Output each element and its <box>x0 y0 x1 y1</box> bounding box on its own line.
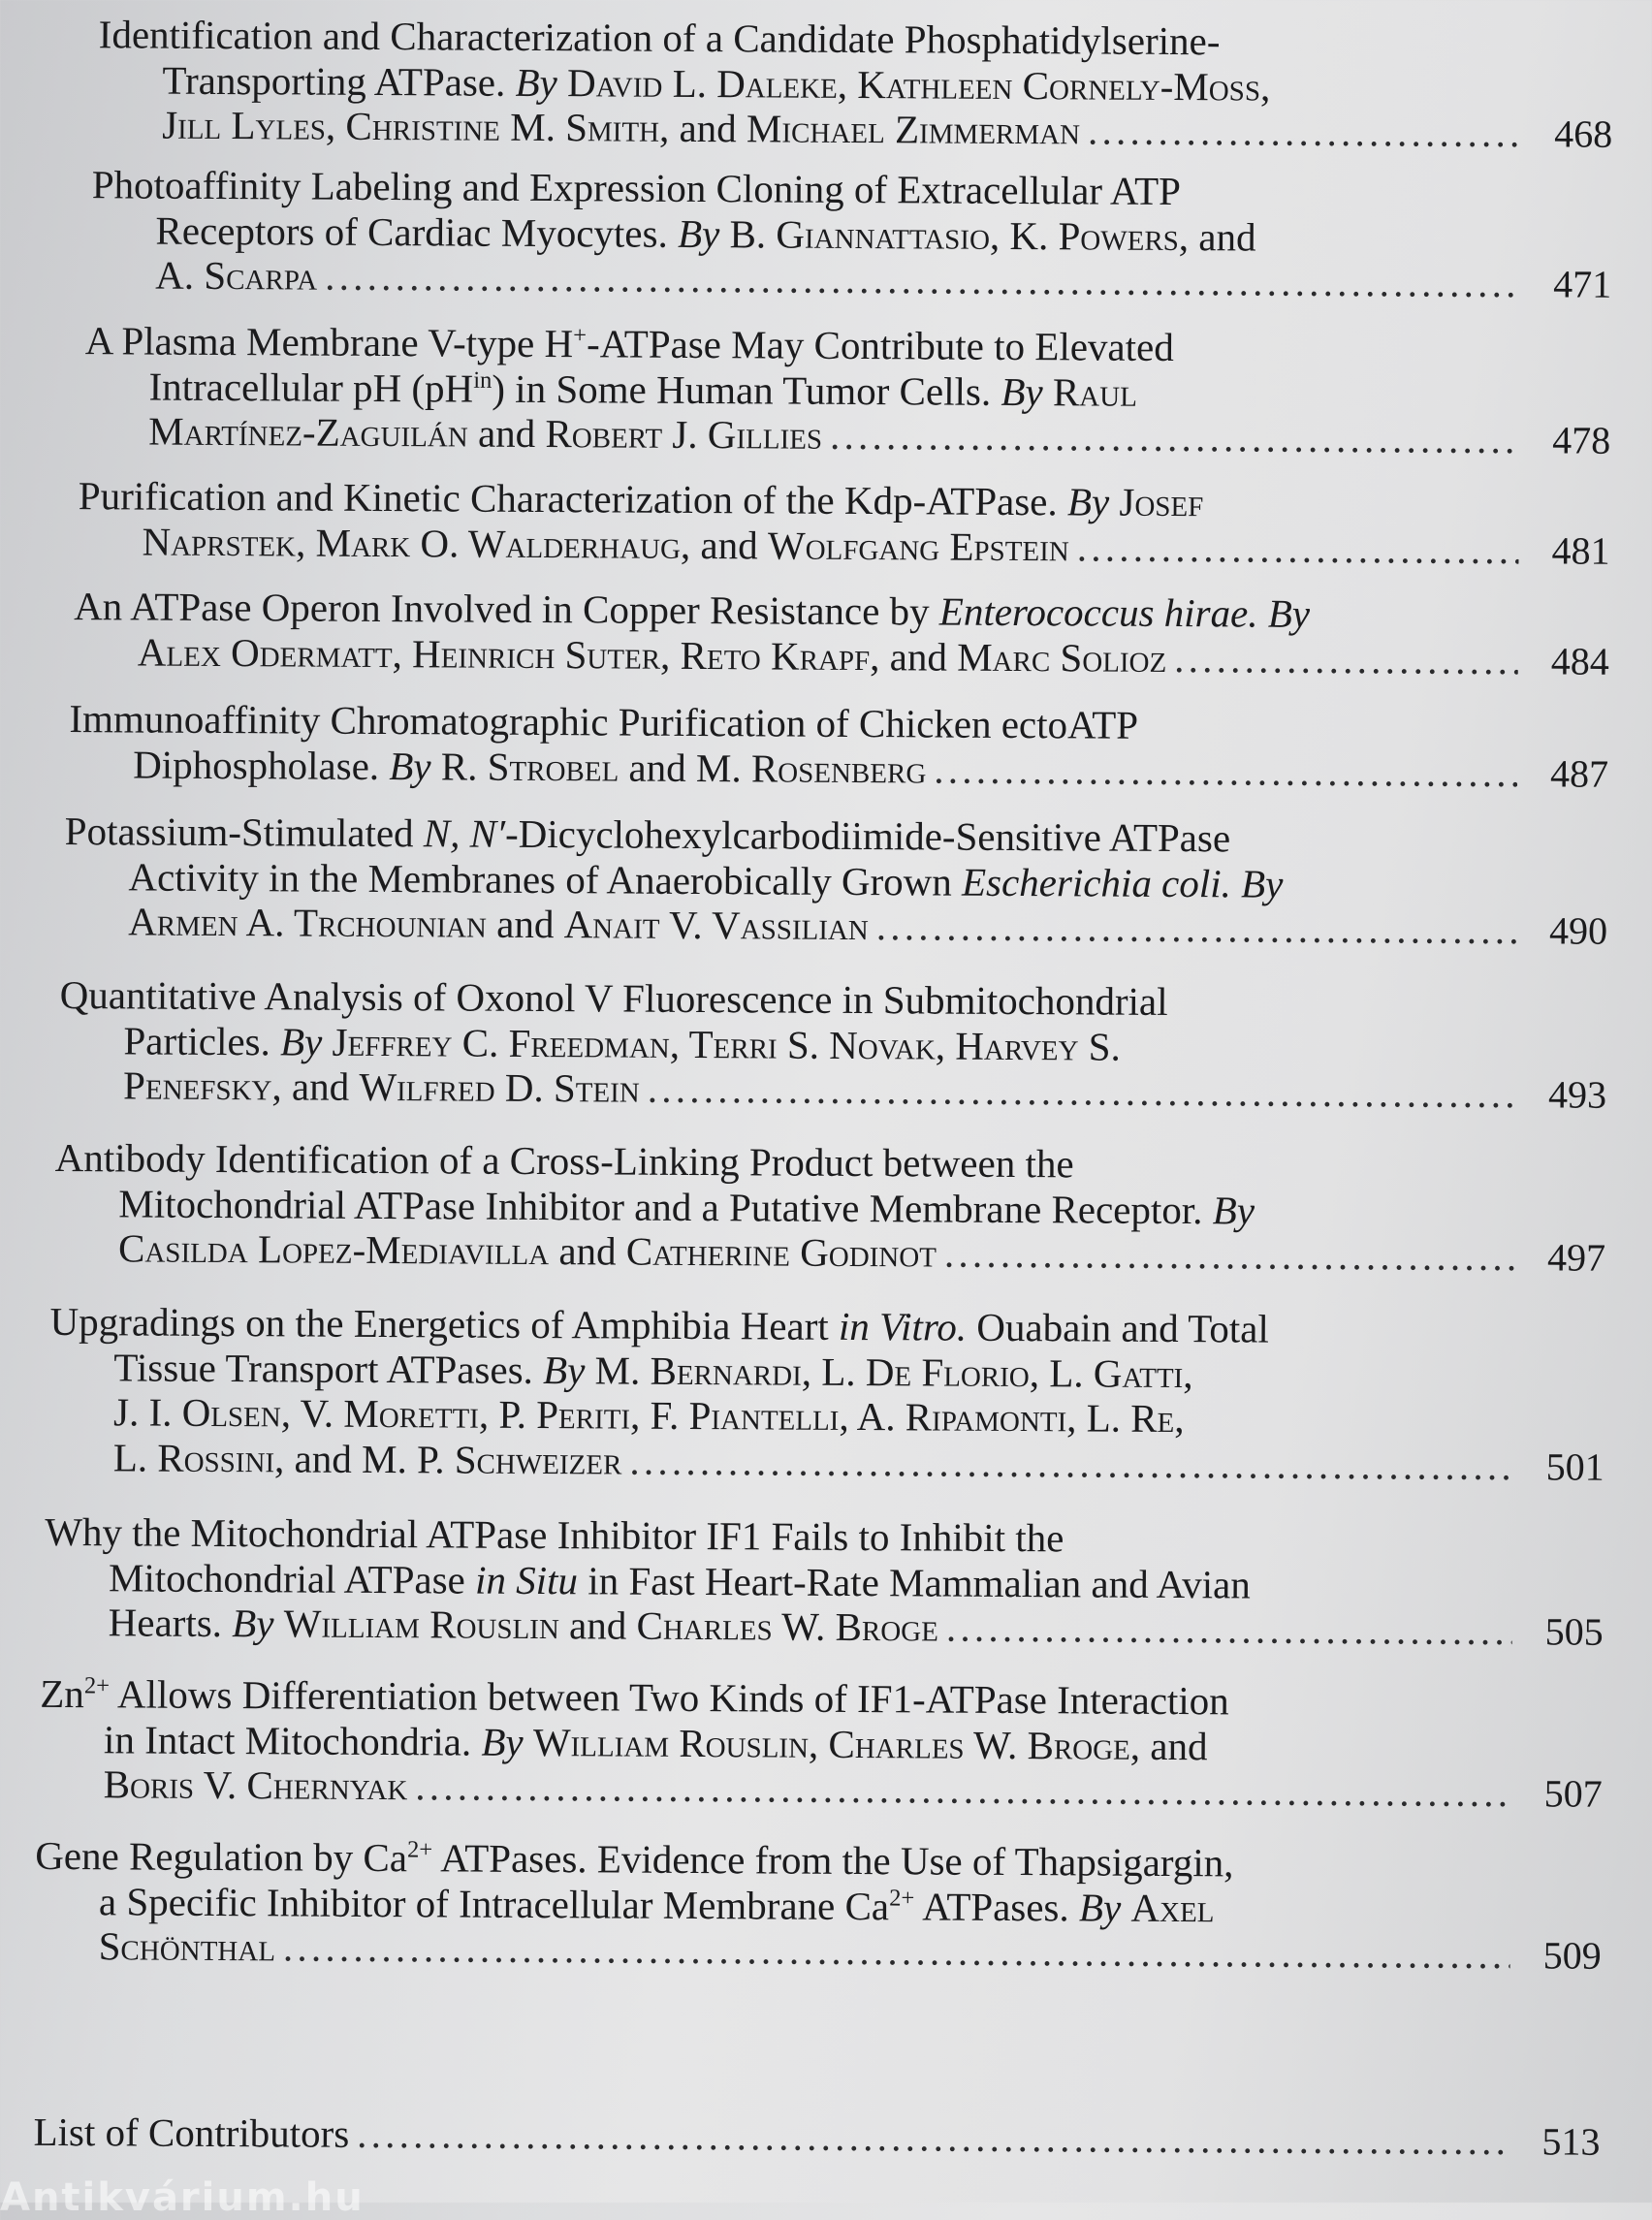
toc-entry <box>84 318 1611 462</box>
entry-text <box>133 742 926 791</box>
author-names: L. Rossini, <box>112 1434 285 1480</box>
dot-leader <box>648 1066 1516 1117</box>
text-run: Tissue Transport ATPases. <box>113 1344 544 1392</box>
text-run: and <box>1139 1723 1208 1768</box>
dot-leader <box>1088 108 1521 155</box>
italic-run: in Vitro. <box>838 1303 968 1349</box>
text-run: -ATPase May Contribute to Elevated <box>586 321 1174 369</box>
toc-entry <box>40 1671 1604 1816</box>
italic-run: By <box>1001 368 1043 414</box>
entry-text <box>128 854 1283 905</box>
dot-leader <box>830 413 1519 462</box>
text-run: Intracellular pH (pH <box>148 364 474 411</box>
text-run: Ouabain and Total <box>966 1304 1269 1351</box>
toc-entry <box>45 1509 1604 1654</box>
text-run: in Intact Mitochondria. <box>103 1716 482 1764</box>
entry-line <box>35 1923 1602 1978</box>
superscript: 2+ <box>889 1884 915 1912</box>
text-run: and <box>549 1228 627 1274</box>
text-run: A Plasma Membrane V-type H <box>84 318 574 366</box>
entry-text <box>74 584 1310 636</box>
author-names: Penefsky, <box>122 1062 282 1109</box>
italic-run: By <box>481 1719 524 1764</box>
author-names: David L. Daleke, Kathleen Cornely-Moss, <box>566 59 1271 110</box>
entry-text <box>50 1299 1269 1351</box>
page-number: 471 <box>1553 262 1612 306</box>
italic-run: By <box>677 210 720 256</box>
entry-text <box>35 1833 1233 1886</box>
text-run: Antibody Identification of a Cross-Linking Product between the <box>54 1134 1074 1187</box>
text-run: and <box>690 522 769 567</box>
author-names: Wilfred D. Stein <box>359 1063 640 1111</box>
author-names: Robert J. Gillies <box>545 411 823 458</box>
text-run: in Fast Heart-Rate Mammalian and Avian <box>577 1557 1251 1606</box>
page-number: 513 <box>1541 2119 1601 2164</box>
text-run: Zn <box>40 1670 84 1717</box>
text-run: Receptors of Cardiac Myocytes. <box>155 207 679 256</box>
dot-leader <box>934 746 1517 795</box>
toc-entry <box>74 584 1610 683</box>
watermark: Antikvárium.hu <box>0 2175 365 2220</box>
entry-line <box>69 742 1608 796</box>
page-number: 507 <box>1543 1771 1603 1816</box>
entry-text <box>162 57 1270 109</box>
author-names: Jeffrey C. Freedman, Terri S. Novak, Harvey S. <box>332 1019 1121 1069</box>
text-run: Transporting ATPase. <box>162 57 516 105</box>
italic-run: By <box>542 1347 586 1392</box>
author-names: Martínez-Zaguilán <box>148 408 468 456</box>
dot-leader <box>1077 524 1519 572</box>
text-run <box>322 1019 333 1063</box>
dot-leader <box>357 2111 1509 2164</box>
author-names: Armen A. Trchounian <box>128 899 488 946</box>
author-names: M. Bernardi, L. De Florio, L. Gatti, <box>594 1347 1193 1396</box>
entry-text <box>33 2109 349 2156</box>
text-run: Photoaffinity Labeling and Expression Cloning of Extracellular ATP <box>91 162 1182 214</box>
entry-line <box>74 629 1609 683</box>
author-names: Casilda Lopez-Mediavilla <box>117 1225 550 1274</box>
entry-text <box>99 1879 1215 1930</box>
text-run: Hearts. <box>108 1600 233 1646</box>
text-run <box>430 744 441 788</box>
dot-leader <box>325 254 1520 306</box>
text-run: and <box>619 745 697 790</box>
entry-line <box>33 2109 1600 2164</box>
page-number: 505 <box>1544 1609 1604 1654</box>
author-names: Alex Odermatt, Heinrich Suter, Reto Krapf, <box>137 628 880 679</box>
text-run: -Dicyclohexylcarbodiimide-Sensitive ATPase <box>504 810 1231 861</box>
author-names: Marc Solioz <box>957 634 1167 681</box>
entry-line <box>84 408 1610 462</box>
text-run: Identification and Characterization of a Candidate Phosphatidylserine- <box>98 12 1221 64</box>
dot-leader <box>415 1763 1511 1815</box>
page-number: 490 <box>1548 908 1608 953</box>
author-names: Anait V. Vassilian <box>563 902 869 949</box>
page-number: 468 <box>1554 111 1613 156</box>
text-run: Purification and Kinetic Characterization of the Kdp-ATPase. <box>78 473 1068 524</box>
superscript: 2+ <box>83 1672 111 1699</box>
dot-leader <box>876 904 1517 953</box>
page-number: 493 <box>1547 1072 1607 1117</box>
author-names: Boris V. Chernyak <box>103 1761 408 1809</box>
italic-run: By <box>279 1018 323 1064</box>
entry-line <box>40 1761 1603 1816</box>
text-run <box>585 1348 595 1392</box>
author-names: R. Strobel <box>440 743 620 790</box>
entry-text <box>99 1923 276 1970</box>
page-number: 487 <box>1549 750 1609 796</box>
entry-text <box>85 318 1174 369</box>
text-run <box>1109 480 1120 524</box>
author-names: Raul <box>1052 368 1138 415</box>
toc-entry <box>91 162 1612 306</box>
text-run: Quantitative Analysis of Oxonol V Fluorescence in Submitochondrial <box>59 971 1168 1024</box>
page-number: 501 <box>1545 1443 1604 1489</box>
entry-line <box>45 1600 1604 1654</box>
text-run: and <box>558 1602 637 1648</box>
author-names: Josef <box>1119 479 1204 525</box>
entry-text <box>155 253 317 300</box>
superscript: 2+ <box>406 1836 433 1863</box>
text-run: and <box>467 410 546 457</box>
author-names: Naprstek, Mark O. Walderhaug, <box>142 518 691 567</box>
toc-entry <box>33 2109 1600 2164</box>
entry-text <box>99 12 1221 63</box>
text-run: Mitochondrial ATPase <box>108 1554 476 1602</box>
text-run <box>273 1601 284 1645</box>
text-run: An ATPase Operon Involved in Copper Resistance by <box>74 584 940 634</box>
entry-text <box>118 1225 937 1276</box>
text-run: Diphospholase. <box>133 741 390 788</box>
entry-text <box>45 1509 1064 1560</box>
entry-text <box>142 519 1069 569</box>
superscript: + <box>573 322 588 349</box>
entry-text <box>109 1600 938 1650</box>
toc-entry <box>54 1135 1606 1280</box>
toc-entry <box>64 809 1608 953</box>
text-run: Activity in the Membranes of Anaerobically Grown <box>128 853 963 904</box>
entry-text <box>65 809 1231 860</box>
entry-text <box>155 207 1255 259</box>
entry-text <box>92 162 1181 213</box>
italic-run: Escherichia coli. By <box>961 859 1284 906</box>
entry-line <box>49 1434 1604 1488</box>
italic-run: By <box>1078 1884 1122 1930</box>
italic-run: By <box>515 59 557 105</box>
text-run: and <box>281 1063 360 1109</box>
author-names: Catherine Godinot <box>625 1228 937 1276</box>
page-number: 484 <box>1550 638 1609 683</box>
toc-entry <box>78 473 1610 573</box>
author-names: Michael Zimmerman <box>746 106 1081 153</box>
text-run: ) in Some Human Tumor Cells. <box>492 365 1001 414</box>
superscript: in <box>473 366 492 394</box>
author-names: William Rouslin, Charles W. Broge, <box>532 1719 1141 1768</box>
text-run: Potassium-Stimulated <box>64 809 425 856</box>
dot-leader <box>283 1924 1510 1977</box>
author-names: Charles W. Broge <box>636 1602 939 1650</box>
entry-text <box>113 1345 1192 1396</box>
author-names: M. Rosenberg <box>695 745 927 791</box>
author-names: Axel <box>1130 1885 1215 1930</box>
page-number: 481 <box>1551 527 1610 573</box>
toc-entry <box>35 1833 1603 1978</box>
entry-line <box>78 519 1609 573</box>
page-number: 509 <box>1542 1933 1602 1978</box>
entry-line <box>64 899 1607 953</box>
entry-text <box>40 1671 1229 1723</box>
author-names: J. I. Olsen, V. Moretti, P. Periti, F. Piantelli, A. Ripamonti, L. Re, <box>112 1389 1185 1442</box>
text-run: Gene Regulation by Ca <box>35 1832 408 1881</box>
text-run: Immunoaffinity Chromatographic Purification of Chicken ectoATP <box>69 696 1139 747</box>
entry-text <box>60 972 1168 1024</box>
text-run: Why the Mitochondrial ATPase Inhibitor IF1 Fails to Inhibit the <box>45 1508 1064 1561</box>
author-names: William Rouslin <box>283 1601 560 1648</box>
italic-run: Enterococcus hirae. By <box>938 588 1311 636</box>
page-number: 478 <box>1552 418 1611 462</box>
entry-text <box>113 1389 1185 1441</box>
text-run: List of Contributors <box>33 2109 350 2156</box>
italic-run: N, N′ <box>423 810 506 856</box>
text-run <box>524 1719 534 1763</box>
entry-text <box>55 1135 1074 1186</box>
text-run <box>557 60 568 105</box>
entry-text <box>148 409 822 459</box>
author-names: Jill Lyles, Christine M. Smith, <box>162 102 670 150</box>
italic-run: By <box>1066 479 1110 524</box>
text-run: Allows Differentiation between Two Kinds of IF1-ATPase Interaction <box>109 1671 1229 1724</box>
entry-text <box>118 1181 1255 1232</box>
entry-text <box>123 1018 1121 1068</box>
text-run: Mitochondrial ATPase Inhibitor and a Putative Membrane Receptor. <box>118 1180 1213 1232</box>
dot-leader <box>629 1438 1513 1488</box>
entry-text <box>69 696 1138 747</box>
entry-text <box>104 1717 1208 1768</box>
entry-text <box>162 103 1080 153</box>
text-run: ATPases. <box>914 1883 1080 1929</box>
toc-entry <box>98 12 1613 156</box>
text-run: Upgradings on the Energetics of Amphibia Heart <box>49 1298 840 1348</box>
entry-text <box>79 473 1204 524</box>
italic-run: in Situ <box>474 1557 579 1602</box>
italic-run: By <box>389 743 431 788</box>
entry-text <box>104 1761 408 1808</box>
entry-text <box>138 629 1167 681</box>
dot-leader <box>1174 636 1518 683</box>
entry-text <box>148 364 1137 414</box>
entry-line <box>98 102 1612 156</box>
page-number: 497 <box>1546 1235 1606 1280</box>
author-names: Wolfgang Epstein <box>767 522 1069 569</box>
entry-text <box>109 1555 1251 1606</box>
text-run: and <box>669 105 747 151</box>
toc-entry <box>69 696 1609 796</box>
italic-run: By <box>232 1601 274 1646</box>
text-run <box>719 211 730 256</box>
author-names: A. Scarpa <box>155 252 318 299</box>
entry-text <box>128 899 869 948</box>
italic-run: By <box>1212 1187 1255 1233</box>
entry-text <box>113 1435 622 1483</box>
text-run: and <box>879 633 958 680</box>
text-run: ATPases. Evidence from the Use of Thapsigargin, <box>432 1835 1234 1886</box>
entry-line <box>54 1225 1605 1280</box>
toc-entry <box>59 972 1607 1117</box>
author-names: Schönthal <box>98 1923 276 1970</box>
dot-leader <box>946 1605 1512 1654</box>
entry-text <box>123 1062 640 1111</box>
entry-line <box>59 1062 1606 1117</box>
text-run: a Specific Inhibitor of Intracellular Membrane Ca <box>98 1878 890 1928</box>
author-names: M. P. Schweizer <box>361 1436 622 1483</box>
text-run: and <box>486 901 564 947</box>
author-names: B. Giannattasio, K. Powers, <box>729 210 1190 259</box>
toc-entry <box>49 1299 1605 1489</box>
text-run: and <box>284 1435 363 1481</box>
entry-line <box>91 252 1611 306</box>
dot-leader <box>944 1231 1514 1280</box>
text-run: Particles. <box>123 1017 281 1063</box>
text-run <box>1121 1885 1131 1929</box>
text-run: and <box>1189 213 1256 260</box>
